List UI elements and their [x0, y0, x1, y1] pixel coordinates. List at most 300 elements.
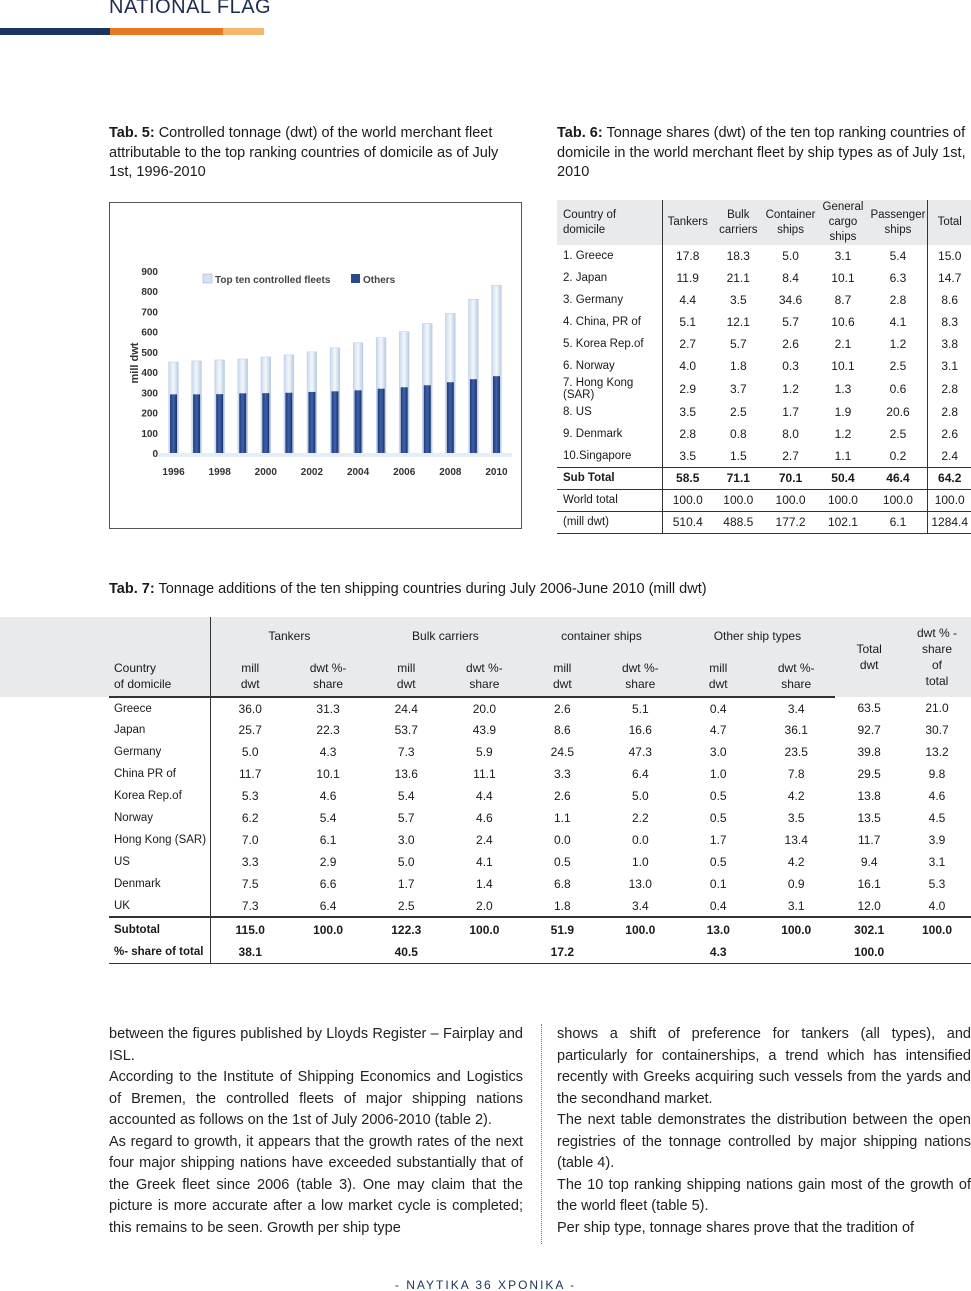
t6-value-cell: 2.1	[834, 337, 852, 351]
t7-row	[109, 807, 971, 829]
x-tick-label: 2000	[254, 467, 277, 478]
t7-value-cell: 1.4	[476, 877, 493, 891]
t7-value-cell: 4.5	[928, 811, 946, 825]
t7-sub-header-share: dwt %- share	[445, 655, 523, 697]
t7-sub-header-mill-dwt: mill dwt	[679, 655, 757, 697]
t6-value-cell: 5.0	[782, 249, 799, 263]
t6-header-6: Total	[928, 200, 971, 245]
t7-value-cell: 2.2	[631, 811, 649, 825]
t7-value-cell: 9.4	[860, 855, 878, 869]
t7-value-cell: 47.3	[628, 745, 652, 759]
t6-value-cell: 2.5	[729, 405, 747, 419]
y-tick-label: 200	[141, 408, 158, 420]
section-title: NATIONAL FLAG	[109, 0, 272, 18]
t6-value-cell: 100.0	[662, 489, 713, 511]
t6-row	[557, 377, 971, 401]
t6-country-cell: 3. Germany	[563, 294, 624, 306]
tab7-caption: Tab. 7: Tonnage additions of the ten shipping countries during July 2006-June 2010 (mill dwt)	[109, 581, 707, 597]
t7-value-cell: 13.2	[925, 745, 949, 759]
t7-value-cell: 7.8	[787, 767, 805, 781]
t7-value-cell: 0.5	[709, 855, 727, 869]
t7-corner	[109, 617, 211, 655]
t7-value-cell: 0.1	[709, 877, 727, 891]
t7-row	[109, 941, 971, 963]
t6-value-cell: 8.6	[928, 289, 971, 311]
t6-value-cell: 2.6	[928, 423, 971, 445]
t7-value-cell: 2.4	[476, 833, 493, 847]
t6-value-cell: 8.3	[928, 311, 971, 333]
t6-value-cell: 1284.4	[928, 511, 971, 533]
t7-row	[109, 763, 971, 785]
t7-country-cell: %- share of total	[109, 941, 211, 963]
t7-value-cell: 0.5	[709, 811, 727, 825]
legend-swatch-top-ten	[203, 274, 212, 283]
t7-value-cell: 2.9	[319, 855, 337, 869]
t7-country-cell: Subtotal	[109, 917, 211, 941]
t7-value-cell: 51.9	[524, 917, 602, 941]
t7-value-cell: 6.4	[631, 767, 649, 781]
bar-top-ten	[308, 392, 315, 453]
t6-value-cell: 3.5	[662, 445, 713, 467]
t6-value-cell: 4.0	[662, 355, 713, 377]
t7-value-cell: 122.3	[367, 917, 445, 941]
t7-value-cell: 4.0	[928, 898, 946, 913]
x-tick-label: 2010	[485, 467, 508, 478]
bar-top-ten	[470, 379, 477, 453]
t7-country-cell: Greece	[114, 702, 152, 715]
t6-value-cell: 2.7	[782, 448, 799, 463]
t7-value-cell: 16.6	[628, 723, 652, 737]
t7-value-cell: 30.7	[925, 723, 949, 737]
t7-value-cell: 13.6	[394, 767, 418, 781]
t7-value-cell: 17.2	[524, 941, 602, 963]
t6-row	[557, 423, 971, 445]
body-text-right	[557, 1024, 971, 1239]
t7-value-cell: 0.4	[709, 898, 727, 913]
t7-value-cell	[289, 941, 367, 963]
t6-value-cell: 21.1	[726, 271, 750, 285]
t6-value-cell: 488.5	[713, 511, 764, 533]
t6-value-cell: 2.5	[889, 427, 907, 441]
t7-value-cell: 3.9	[928, 833, 946, 847]
t7-value-cell: 100.0	[601, 917, 679, 941]
t6-value-cell: 3.1	[928, 355, 971, 377]
t7-sub-header-share: dwt %- share	[289, 655, 367, 697]
t7-value-cell: 302.1	[835, 917, 903, 941]
t6-row	[557, 401, 971, 423]
x-tick-label: 2006	[393, 467, 416, 478]
t7-value-cell: 3.3	[554, 767, 571, 781]
t6-value-cell: 3.8	[928, 333, 971, 355]
t7-value-cell: 6.6	[319, 877, 337, 891]
x-tick-label: 2002	[300, 467, 324, 478]
bar-top-ten	[355, 390, 362, 453]
t6-value-cell: 5.1	[662, 311, 713, 333]
t6-country-cell: 8. US	[563, 406, 592, 418]
t6-country-cell: (mill dwt)	[557, 511, 662, 533]
t6-value-cell: 20.6	[886, 405, 910, 419]
t7-value-cell: 21.0	[925, 701, 949, 715]
t7-country-header: Country of domicile	[109, 655, 211, 697]
t7-row	[109, 895, 971, 917]
t6-row	[557, 333, 971, 355]
t7-sub-header-mill-dwt: mill dwt	[211, 655, 289, 697]
t6-header-3: Container ships	[764, 200, 818, 245]
t7-value-cell: 4.6	[319, 789, 337, 803]
t7-value-cell: 2.5	[397, 898, 415, 913]
t6-value-cell: 5.7	[782, 315, 799, 329]
t7-group-other: Other ship types	[713, 628, 802, 643]
t6-value-cell: 71.1	[713, 467, 764, 489]
t7-value-cell: 100.0	[835, 941, 903, 963]
t7-value-cell: 0.5	[554, 855, 571, 869]
t7-value-cell: 115.0	[211, 917, 289, 941]
t6-value-cell: 58.5	[662, 467, 713, 489]
t6-value-cell: 2.5	[889, 359, 907, 373]
t6-country-cell: 9. Denmark	[563, 428, 623, 440]
t7-value-cell: 13.0	[628, 877, 652, 891]
t6-value-cell: 14.7	[928, 267, 971, 289]
t6-value-cell: 6.3	[889, 271, 907, 285]
legend-label-others: Others	[363, 275, 396, 286]
t7-value-cell: 13.0	[679, 917, 757, 941]
t6-value-cell: 0.3	[782, 359, 799, 373]
t7-value-cell: 4.3	[319, 745, 337, 759]
t7-value-cell: 5.3	[928, 877, 946, 891]
t7-value-cell: 100.0	[445, 917, 523, 941]
t7-value-cell: 3.0	[709, 745, 727, 759]
t6-value-cell: 510.4	[662, 511, 713, 533]
t7-value-cell: 22.3	[316, 723, 340, 737]
t6-value-cell: 70.1	[764, 467, 818, 489]
t7-group-bulk: Bulk carriers	[412, 629, 479, 643]
x-tick-label: 2004	[346, 467, 370, 478]
t7-value-cell: 7.0	[211, 829, 289, 851]
t7-country-cell: China PR of	[114, 768, 177, 780]
t6-value-cell: 6.1	[868, 511, 927, 533]
t6-value-cell: 2.8	[928, 377, 971, 401]
t7-value-cell: 36.1	[784, 723, 808, 737]
header-bar-orange	[110, 28, 223, 35]
bar-top-ten	[424, 385, 431, 453]
t7-value-cell: 7.3	[211, 895, 289, 917]
y-tick-label: 700	[141, 307, 158, 319]
bar-top-ten	[285, 393, 292, 453]
t6-value-cell: 11.9	[662, 267, 713, 289]
t7-value-cell: 11.7	[857, 833, 881, 847]
t6-value-cell: 1.2	[889, 337, 907, 351]
t6-value-cell: 3.5	[662, 401, 713, 423]
t6-value-cell: 8.4	[782, 271, 799, 285]
bar-top-ten	[193, 394, 200, 453]
t7-sub-header-share: dwt %- share	[757, 655, 835, 697]
body-text-left	[109, 1024, 523, 1239]
t6-value-cell: 2.8	[889, 293, 907, 307]
t7-value-cell: 24.4	[394, 701, 418, 716]
t6-value-cell: 10.1	[831, 359, 855, 373]
t7-value-cell	[445, 941, 523, 963]
t7-value-cell: 13.8	[857, 789, 881, 803]
t6-value-cell: 0.8	[729, 427, 747, 441]
t6-value-cell: 1.8	[729, 359, 747, 373]
t7-value-cell: 1.8	[554, 898, 571, 913]
t7-country-cell: US	[114, 856, 130, 868]
t7-value-cell: 0.9	[787, 877, 805, 891]
t7-value-cell: 31.3	[316, 701, 340, 716]
t7-value-cell: 100.0	[289, 917, 367, 941]
t6-value-cell: 1.2	[782, 382, 799, 396]
bar-top-ten	[170, 394, 177, 453]
t6-row	[557, 445, 971, 467]
t6-value-cell: 17.8	[662, 245, 713, 267]
t6-row	[557, 289, 971, 311]
body-paragraph: According to the Institute of Shipping Economics and Logistics of Bremen, the controlled fleets of major shipping nations accounted as follows on the 1st of July 2006-2010 (table 2).	[109, 1069, 523, 1128]
body-paragraph: The next table demonstrates the distribution between the open registries of the tonnage controlled by major shipping nations (table 4).	[557, 1112, 971, 1171]
body-paragraph: Per ship type, tonnage shares prove that the tradition of	[557, 1219, 915, 1236]
t6-value-cell: 100.0	[817, 489, 868, 511]
t7-value-cell: 8.6	[554, 723, 571, 737]
t6-value-cell: 15.0	[928, 245, 971, 267]
t6-value-cell: 2.8	[662, 423, 713, 445]
t6-row	[557, 355, 971, 377]
t7-row	[109, 829, 971, 851]
t7-value-cell: 13.5	[857, 811, 881, 825]
y-tick-label: 400	[141, 368, 158, 380]
x-tick-label: 1996	[162, 467, 185, 478]
t7-value-cell: 0.0	[631, 833, 649, 847]
t6-header-4: General cargo ships	[817, 200, 868, 245]
t7-row	[109, 917, 971, 941]
t7-value-cell: 23.5	[784, 745, 808, 759]
body-paragraph: between the figures published by Lloyds Register – Fairplay and ISL.	[109, 1026, 523, 1064]
t7-value-cell: 4.2	[787, 855, 805, 869]
t6-value-cell: 2.7	[662, 333, 713, 355]
t7-row	[109, 719, 971, 741]
t6-value-cell: 1.7	[782, 405, 799, 419]
t7-value-cell: 1.7	[397, 877, 415, 891]
t6-country-cell: 7. Hong Kong (SAR)	[563, 377, 634, 401]
t6-value-cell: 100.0	[764, 489, 818, 511]
t6-row	[557, 245, 971, 267]
t7-value-cell: 39.8	[857, 745, 881, 759]
legend-label-top-ten: Top ten controlled fleets	[215, 275, 331, 286]
t7-value-cell: 7.3	[397, 745, 415, 759]
t6-country-cell: 4. China, PR of	[563, 316, 641, 328]
t7-sub-header-mill-dwt: mill dwt	[367, 655, 445, 697]
bar-top-ten	[378, 389, 385, 453]
t7-value-cell: 5.9	[476, 745, 493, 759]
t6-value-cell: 1.1	[834, 448, 852, 463]
t6-value-cell: 1.9	[834, 405, 852, 419]
t7-value-cell: 38.1	[211, 941, 289, 963]
t6-value-cell: 1.5	[729, 448, 747, 463]
legend-swatch-others	[351, 274, 360, 283]
t6-header-2: Bulk carriers	[713, 200, 764, 245]
t7-value-cell: 100.0	[757, 917, 835, 941]
t7-row	[109, 873, 971, 895]
t7-share-header: dwt % - share of total	[917, 626, 958, 688]
t6-header-1: Tankers	[662, 200, 713, 245]
column-divider	[541, 1024, 542, 1244]
t7-value-cell: 3.0	[397, 833, 415, 847]
t7-value-cell: 6.2	[211, 807, 289, 829]
t7-value-cell: 5.1	[631, 701, 649, 716]
y-axis-label: mill dwt	[129, 342, 141, 384]
tab7-table	[109, 617, 971, 964]
t6-value-cell: 177.2	[764, 511, 818, 533]
t7-value-cell: 92.7	[857, 723, 881, 737]
t7-value-cell: 2.6	[554, 789, 571, 803]
t7-value-cell: 0.4	[709, 701, 727, 716]
t6-value-cell: 3.5	[729, 293, 747, 307]
t7-value-cell: 5.4	[397, 789, 415, 803]
t6-country-cell: 6. Norway	[563, 360, 615, 372]
page-footer: - NAYTIKA 36 XPONIKA -	[394, 1278, 577, 1291]
t6-row	[557, 267, 971, 289]
t7-value-cell: 2.6	[554, 701, 571, 716]
t6-value-cell: 3.1	[834, 249, 852, 263]
t7-value-cell: 3.4	[787, 701, 805, 716]
t7-value-cell: 9.8	[928, 767, 946, 781]
t7-value-cell: 1.0	[631, 855, 649, 869]
t7-value-cell: 5.3	[211, 785, 289, 807]
t6-value-cell: 12.1	[726, 315, 750, 329]
header-bar-light-orange	[223, 28, 264, 35]
t7-country-cell: Japan	[114, 724, 146, 736]
t7-value-cell: 4.6	[476, 811, 493, 825]
y-tick-label: 0	[152, 449, 158, 460]
t7-row	[109, 697, 971, 719]
t7-value-cell: 53.7	[394, 723, 418, 737]
tab6-table	[557, 200, 971, 534]
t7-value-cell: 4.3	[679, 941, 757, 963]
t6-value-cell: 100.0	[713, 489, 764, 511]
t6-row	[557, 311, 971, 333]
t7-value-cell: 29.5	[857, 767, 881, 781]
t7-country-cell: Korea Rep.of	[114, 790, 182, 802]
t6-value-cell: 1.2	[834, 427, 852, 441]
t7-value-cell: 3.5	[787, 811, 805, 825]
t7-country-cell: UK	[114, 899, 130, 912]
t6-country-cell: World total	[557, 489, 662, 511]
t6-value-cell: 8.7	[834, 293, 852, 307]
t7-value-cell: 4.1	[476, 855, 493, 869]
t7-value-cell: 6.8	[554, 877, 571, 891]
t6-country-cell: Sub Total	[557, 467, 662, 489]
t7-value-cell	[601, 941, 679, 963]
t7-value-cell: 0.0	[554, 833, 571, 847]
t7-value-cell	[757, 941, 835, 963]
bar-chart-svg	[110, 203, 521, 528]
t7-value-cell: 0.5	[709, 789, 727, 803]
t6-row	[557, 467, 971, 489]
t7-value-cell: 100.0	[903, 917, 971, 941]
y-tick-label: 600	[141, 327, 158, 339]
t6-value-cell: 1.3	[834, 382, 852, 396]
t7-value-cell: 5.0	[397, 855, 415, 869]
t7-group-container: container ships	[561, 629, 642, 643]
t7-value-cell: 63.5	[857, 701, 881, 715]
t7-value-cell: 1.1	[554, 811, 571, 825]
t7-value-cell: 3.1	[787, 898, 805, 913]
t6-value-cell: 2.4	[928, 445, 971, 467]
t7-value-cell: 3.4	[631, 898, 649, 913]
t6-value-cell: 34.6	[778, 293, 803, 307]
t6-value-cell: 10.1	[831, 271, 855, 285]
t7-value-cell: 5.7	[397, 811, 415, 825]
t6-value-cell: 64.2	[928, 467, 971, 489]
t7-value-cell: 5.0	[631, 789, 649, 803]
t7-value-cell: 10.1	[316, 767, 340, 781]
y-tick-label: 500	[141, 347, 158, 359]
bar-top-ten	[239, 393, 246, 453]
t7-value-cell: 11.1	[473, 767, 496, 781]
t6-value-cell: 3.7	[729, 382, 747, 396]
t6-header-0: Country of domicile	[557, 200, 662, 245]
t7-row	[109, 741, 971, 763]
t7-value-cell: 5.0	[211, 741, 289, 763]
t7-sub-header-share: dwt %- share	[601, 655, 679, 697]
t6-value-cell: 2.8	[928, 401, 971, 423]
t7-value-cell: 40.5	[367, 941, 445, 963]
t6-header-5: Passenger ships	[868, 200, 927, 245]
t7-value-cell: 6.1	[319, 833, 337, 847]
t7-value-cell: 13.4	[784, 833, 808, 847]
t6-value-cell: 5.7	[729, 337, 747, 351]
t6-row	[557, 489, 971, 511]
t6-country-cell: 2. Japan	[563, 272, 608, 284]
bar-top-ten	[262, 393, 269, 453]
t7-sub-header-mill-dwt: mill dwt	[524, 655, 602, 697]
t6-value-cell: 100.0	[928, 489, 971, 511]
t7-value-cell: 4.6	[928, 789, 946, 803]
t6-value-cell: 18.3	[726, 249, 750, 263]
t6-value-cell: 50.4	[817, 467, 868, 489]
t6-value-cell: 10.6	[831, 315, 855, 329]
t7-value-cell: 36.0	[211, 697, 289, 719]
tab6-caption: Tab. 6: Tonnage shares (dwt) of the ten top ranking countries of domicile in the world merchant fleet by ship types as of July 1st, 2010	[557, 125, 966, 180]
t6-value-cell: 4.4	[662, 289, 713, 311]
t7-value-cell: 3.1	[928, 855, 946, 869]
y-tick-label: 800	[141, 287, 158, 299]
bar-top-ten	[332, 391, 339, 453]
body-paragraph: shows a shift of preference for tankers (all types), and particularly for containerships, a trend which has intensified recently with Greeks acquiring such vessels from the yards and the secondhand market.	[557, 1026, 971, 1107]
t6-value-cell: 0.6	[889, 382, 907, 396]
t6-country-cell: 1. Greece	[563, 250, 614, 262]
tab5-caption: Tab. 5: Controlled tonnage (dwt) of the world merchant fleet attributable to the top ranking countries of domicile as of July 1st, 1996-2010	[109, 125, 499, 180]
t7-value-cell: 4.7	[709, 723, 727, 737]
t6-value-cell: 46.4	[868, 467, 927, 489]
t6-value-cell: 0.2	[889, 448, 907, 463]
t7-value-cell: 5.4	[319, 811, 337, 825]
t7-value-cell: 3.3	[211, 851, 289, 873]
t6-value-cell: 100.0	[868, 489, 927, 511]
header-bar-navy	[0, 28, 110, 35]
t7-value-cell: 12.0	[857, 898, 881, 913]
x-axis-base	[158, 453, 512, 457]
t6-value-cell: 102.1	[817, 511, 868, 533]
t6-value-cell: 4.1	[889, 315, 907, 329]
t7-value-cell: 11.7	[211, 763, 289, 785]
t6-row	[557, 511, 971, 533]
bar-top-ten	[493, 376, 500, 453]
t7-value-cell: 25.7	[211, 719, 289, 741]
t7-row	[109, 785, 971, 807]
y-tick-label: 900	[141, 267, 158, 278]
t7-country-cell: Hong Kong (SAR)	[114, 834, 207, 846]
t7-value-cell: 7.5	[211, 873, 289, 895]
t7-group-tankers: Tankers	[211, 617, 367, 655]
